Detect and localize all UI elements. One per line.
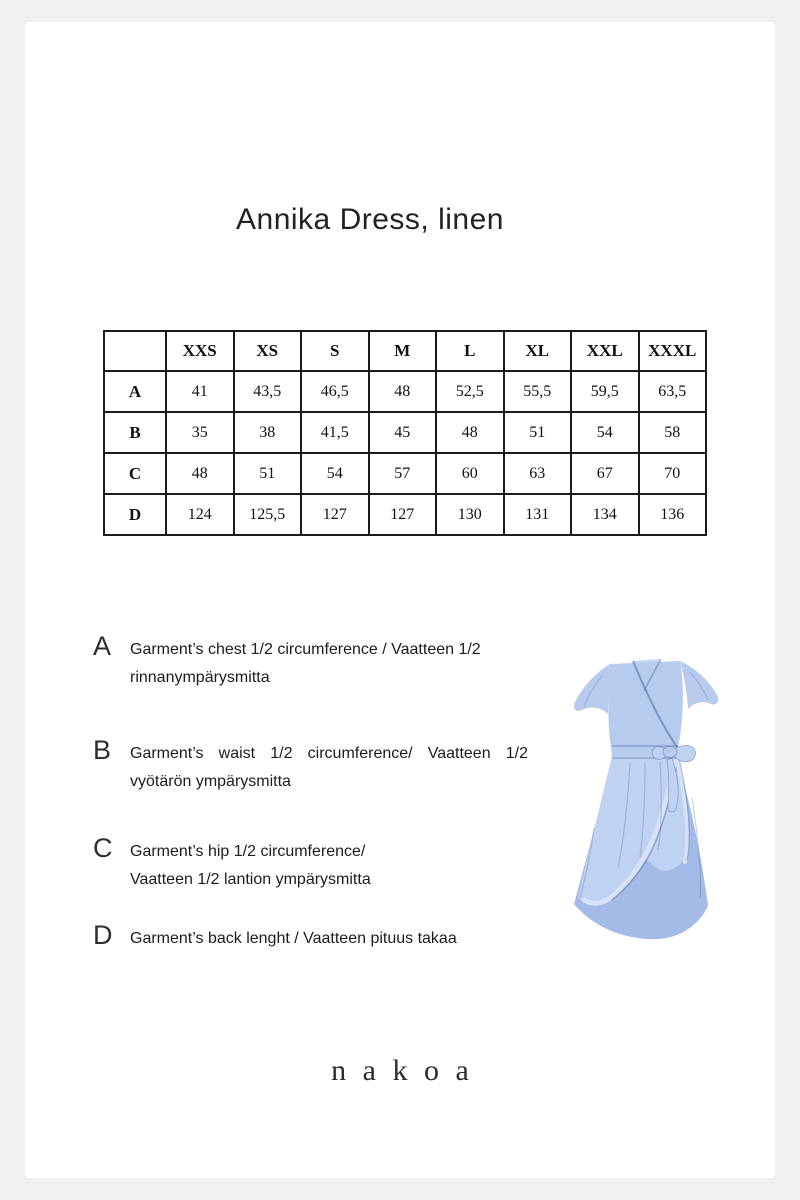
legend-key-d: D (93, 920, 114, 950)
size-col-header: XXS (166, 331, 234, 371)
size-value-cell: 127 (301, 494, 369, 535)
size-value-cell: 57 (369, 453, 437, 494)
table-row (104, 453, 706, 494)
size-value-cell: 43,5 (234, 371, 302, 412)
size-value-cell: 58 (639, 412, 707, 453)
size-value-cell: 38 (234, 412, 302, 453)
corner-cell (104, 331, 166, 371)
size-col-header: XXL (571, 331, 639, 371)
row-label: B (104, 412, 166, 453)
size-value-cell: 48 (369, 371, 437, 412)
size-value-cell: 45 (369, 412, 437, 453)
table-row (104, 371, 706, 412)
size-value-cell: 70 (639, 453, 707, 494)
size-value-cell: 35 (166, 412, 234, 453)
size-value-cell: 48 (166, 453, 234, 494)
size-value-cell: 124 (166, 494, 234, 535)
size-value-cell: 54 (571, 412, 639, 453)
size-value-cell: 54 (301, 453, 369, 494)
legend-text-c: Garment’s hip 1/2 circumference/ Vaatteen 1/2 lantion ympärysmitta (130, 843, 371, 888)
table-row (104, 412, 706, 453)
dress-sleeve-right (680, 661, 718, 709)
legend-key-a: A (93, 631, 113, 661)
dress-bodice (608, 661, 683, 756)
row-label: A (104, 371, 166, 412)
size-value-cell: 48 (436, 412, 504, 453)
size-col-header: M (369, 331, 437, 371)
size-col-header: XL (504, 331, 572, 371)
size-value-cell: 127 (369, 494, 437, 535)
size-col-header: XXXL (639, 331, 707, 371)
size-col-header: XS (234, 331, 302, 371)
size-value-cell: 67 (571, 453, 639, 494)
brand-logo: nakoa (331, 1054, 486, 1087)
size-value-cell: 130 (436, 494, 504, 535)
size-value-cell: 131 (504, 494, 572, 535)
dress-sleeve-left (574, 664, 610, 714)
legend-text-a: Garment’s chest 1/2 circumference / Vaatteen 1/2 rinnanympärysmitta (130, 641, 481, 686)
legend-text-b: Garment’s waist 1/2 circumference/ Vaatteen 1/2 vyötärön ympärysmitta (130, 745, 528, 790)
size-value-cell: 55,5 (504, 371, 572, 412)
size-value-cell: 59,5 (571, 371, 639, 412)
table-row (104, 494, 706, 535)
row-label: D (104, 494, 166, 535)
size-value-cell: 51 (234, 453, 302, 494)
size-value-cell: 46,5 (301, 371, 369, 412)
size-col-header: L (436, 331, 504, 371)
legend-text-d: Garment’s back lenght / Vaatteen pituus takaa (130, 930, 457, 947)
legend-key-b: B (93, 735, 113, 765)
blue-linen-wrap-dress-photo (550, 648, 750, 948)
legend-item-c (93, 833, 530, 894)
size-chart-table (103, 330, 707, 536)
size-value-cell: 41,5 (301, 412, 369, 453)
legend-item-a (93, 631, 530, 692)
size-value-cell: 63 (504, 453, 572, 494)
size-value-cell: 52,5 (436, 371, 504, 412)
size-value-cell: 60 (436, 453, 504, 494)
row-label: C (104, 453, 166, 494)
size-value-cell: 41 (166, 371, 234, 412)
size-value-cell: 125,5 (234, 494, 302, 535)
page-title: Annika Dress, linen (236, 203, 504, 236)
size-header-row (104, 331, 706, 371)
legend-item-b (93, 735, 530, 796)
legend-item-d (93, 920, 530, 953)
size-value-cell: 136 (639, 494, 707, 535)
legend-key-c: C (93, 833, 114, 863)
size-value-cell: 134 (571, 494, 639, 535)
size-value-cell: 63,5 (639, 371, 707, 412)
document-page (25, 22, 775, 1178)
size-col-header: S (301, 331, 369, 371)
size-value-cell: 51 (504, 412, 572, 453)
